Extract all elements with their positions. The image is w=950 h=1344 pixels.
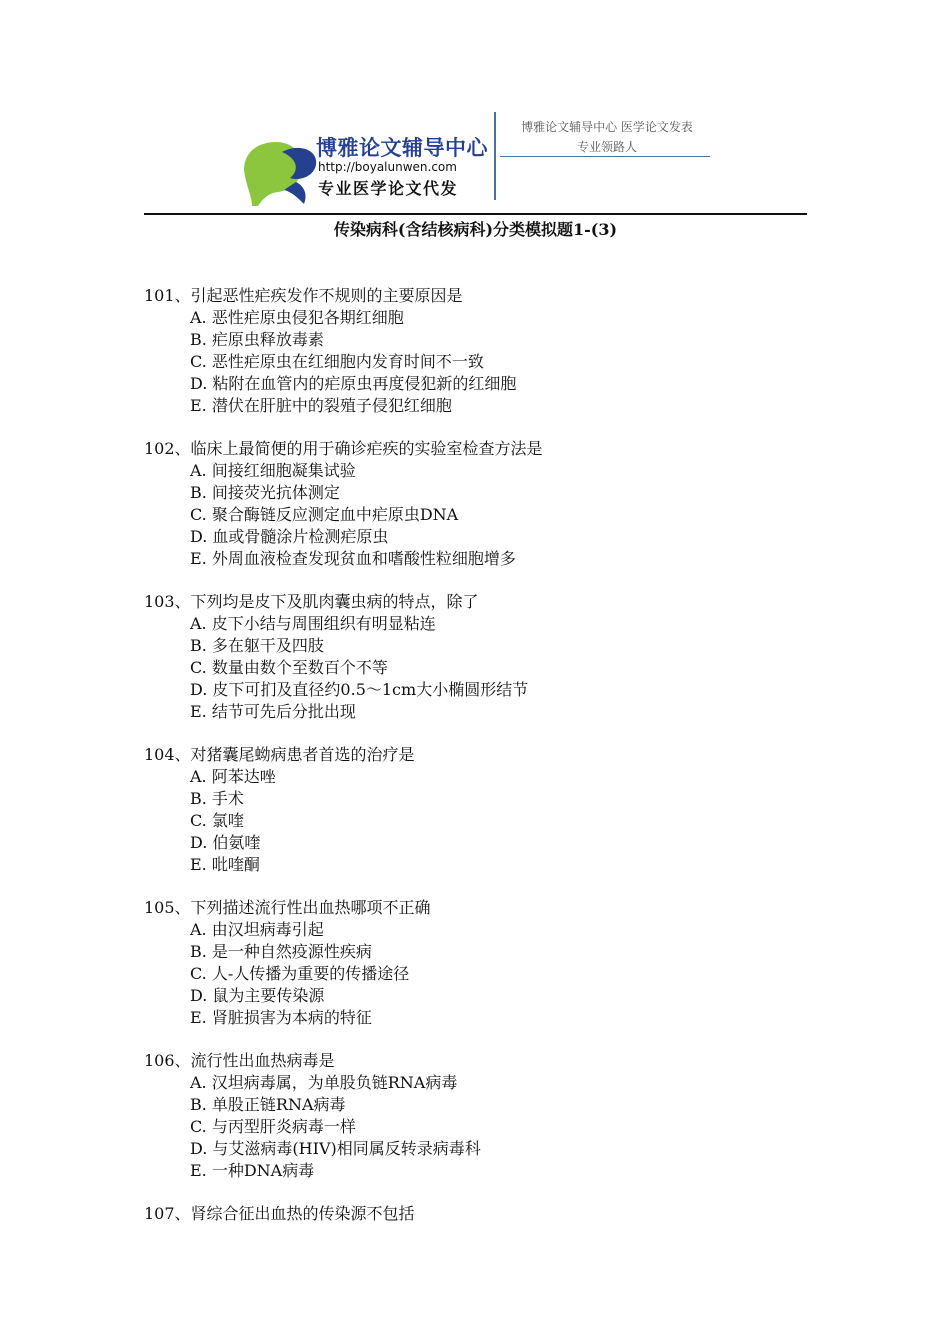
question-stem: 104、对猪囊尾蚴病患者首选的治疗是 — [144, 745, 415, 764]
brand-url: http://boyalunwen.com — [318, 160, 457, 174]
answer-option: E. 外周血液检查发现贫血和嗜酸性粒细胞增多 — [190, 549, 516, 568]
answer-option: B. 单股正链RNA病毒 — [190, 1095, 346, 1114]
answer-option: C. 聚合酶链反应测定血中疟原虫DNA — [190, 505, 459, 524]
logo-leaf-icon — [238, 130, 318, 208]
question-list — [144, 285, 814, 1246]
question-item — [144, 1050, 814, 1182]
header-right-line2: 专业领路人 — [576, 140, 637, 154]
answer-option: B. 疟原虫释放毒素 — [190, 330, 324, 349]
question-item — [144, 1203, 814, 1225]
answer-option: B. 是一种自然疫源性疾病 — [190, 942, 372, 961]
logo-text-block — [316, 130, 492, 208]
question-item — [144, 438, 814, 570]
header-banner — [238, 112, 718, 202]
header-divider — [494, 112, 496, 200]
answer-option: C. 氯喹 — [190, 811, 244, 830]
question-stem: 102、临床上最简便的用于确诊疟疾的实验室检查方法是 — [144, 439, 543, 458]
answer-option: A. 间接红细胞凝集试验 — [190, 461, 356, 480]
brand-slogan: 专业医学论文代发 — [318, 179, 459, 198]
answer-option: E. 肾脏损害为本病的特征 — [190, 1008, 372, 1027]
answer-option: E. 一种DNA病毒 — [190, 1161, 315, 1180]
question-stem: 103、下列均是皮下及肌肉囊虫病的特点，除了 — [144, 592, 479, 611]
question-stem: 105、下列描述流行性出血热哪项不正确 — [144, 898, 431, 917]
answer-option: E. 吡喹酮 — [190, 855, 260, 874]
answer-option: C. 数量由数个至数百个不等 — [190, 658, 388, 677]
question-item — [144, 285, 814, 417]
answer-option: C. 恶性疟原虫在红细胞内发育时间不一致 — [190, 352, 484, 371]
answer-option: A. 恶性疟原虫侵犯各期红细胞 — [190, 308, 404, 327]
answer-option: A. 阿苯达唑 — [190, 767, 276, 786]
answer-option: D. 鼠为主要传染源 — [190, 986, 325, 1005]
answer-option: A. 汉坦病毒属，为单股负链RNA病毒 — [190, 1073, 458, 1092]
answer-option: A. 由汉坦病毒引起 — [190, 920, 324, 939]
answer-option: B. 间接荧光抗体测定 — [190, 483, 340, 502]
answer-option: D. 与艾滋病毒(HIV)相同属反转录病毒科 — [190, 1139, 481, 1158]
question-item — [144, 744, 814, 876]
answer-option: C. 与丙型肝炎病毒一样 — [190, 1117, 356, 1136]
answer-option: D. 伯氨喹 — [190, 833, 261, 852]
answer-option: C. 人-人传播为重要的传播途径 — [190, 964, 410, 983]
question-item — [144, 897, 814, 1029]
page-title: 传染病科(含结核病科)分类模拟题1-(3) — [333, 220, 618, 239]
header-right-line1: 博雅论文辅导中心 医学论文发表 — [521, 120, 693, 134]
title-rule — [144, 213, 807, 215]
answer-option: B. 手术 — [190, 789, 244, 808]
answer-option: A. 皮下小结与周围组织有明显粘连 — [190, 614, 436, 633]
question-stem: 101、引起恶性疟疾发作不规则的主要原因是 — [144, 286, 463, 305]
answer-option: E. 结节可先后分批出现 — [190, 702, 356, 721]
answer-option: D. 皮下可扪及直径约0.5～1cm大小椭圆形结节 — [190, 680, 529, 699]
question-item — [144, 591, 814, 723]
brand-name: 博雅论文辅导中心 — [316, 136, 488, 160]
answer-option: D. 血或骨髓涂片检测疟原虫 — [190, 527, 389, 546]
question-stem: 106、流行性出血热病毒是 — [144, 1051, 335, 1070]
answer-option: D. 粘附在血管内的疟原虫再度侵犯新的红细胞 — [190, 374, 517, 393]
header-right-rule — [500, 156, 710, 157]
answer-option: B. 多在躯干及四肢 — [190, 636, 324, 655]
question-stem: 107、肾综合征出血热的传染源不包括 — [144, 1204, 415, 1223]
answer-option: E. 潜伏在肝脏中的裂殖子侵犯红细胞 — [190, 396, 452, 415]
